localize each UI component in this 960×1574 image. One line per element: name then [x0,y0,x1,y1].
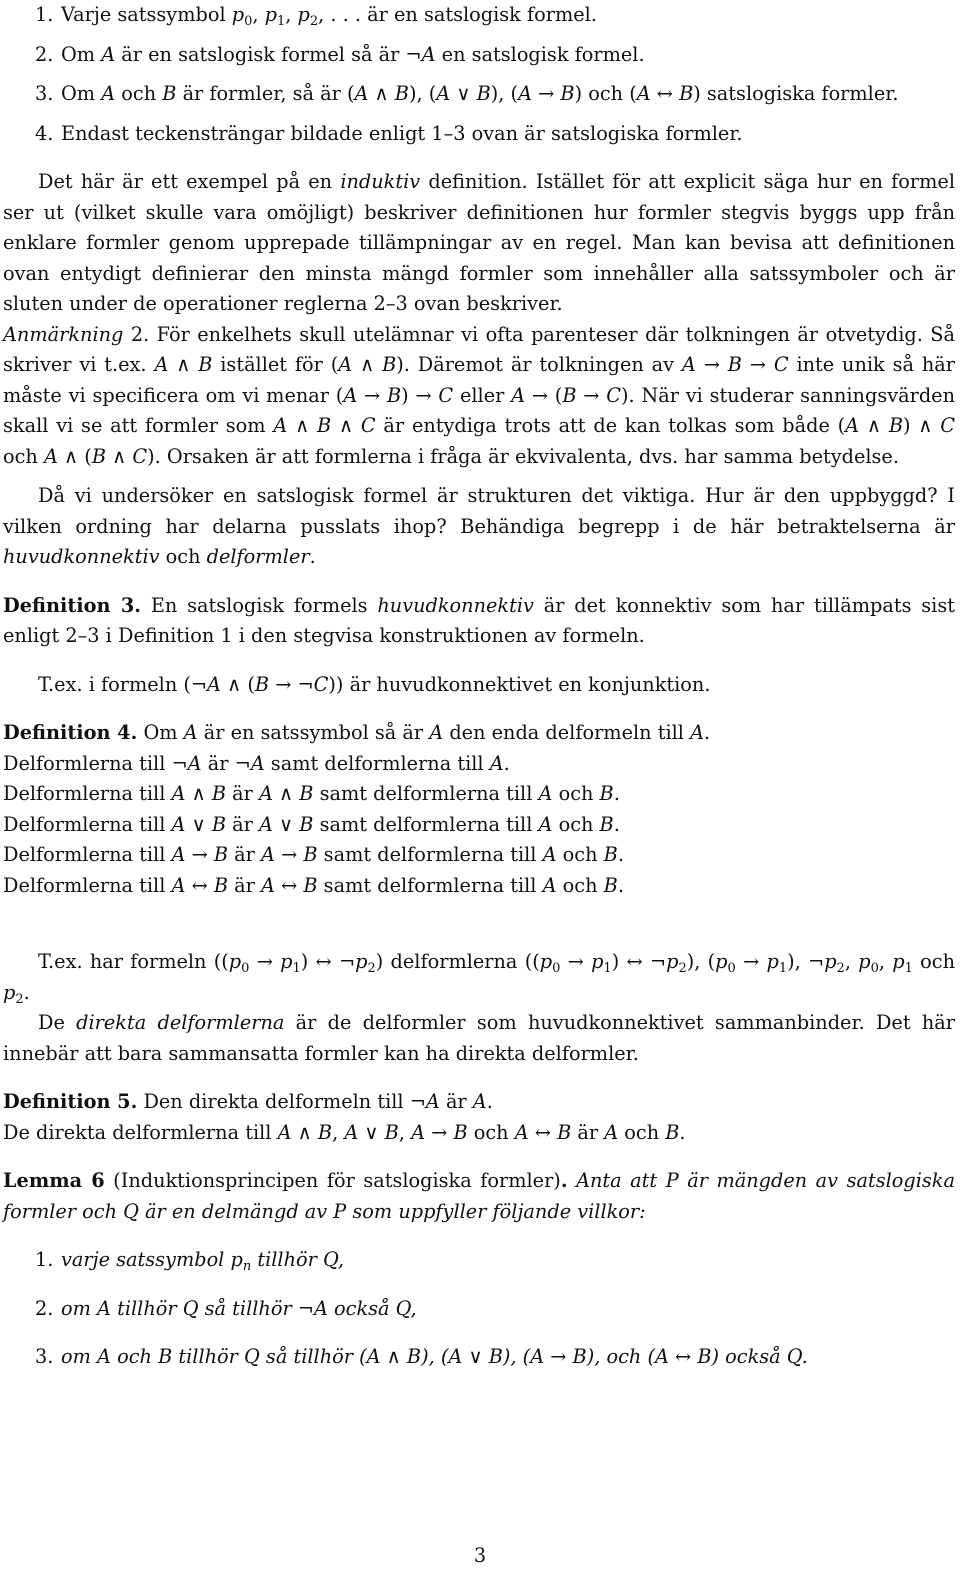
remark-2: Anmärkning 2. För enkelhets skull utelämnar vi ofta parenteser där tolkningen är otvetydig. Så skriver vi t.ex. A ∧ B istället för (A ∧ B). Däremot är tolkningen av A → B → C inte unik så här måste vi specificera om vi menar (A → B) → C eller A → (B → C). När vi studerar sanningsvärden skall vi se att formler som A ∧ B ∧ C är entydiga trots att de kan tolkas som både (A ∧ B) ∧ C och A ∧ (B ∧ C). Orsaken är att formlerna i fråga är ekvivalenta, dvs. har samma betydelse. [3,322,955,468]
list-text: Om A är en satslogisk formel så är ¬A en satslogisk formel. [61,42,645,66]
list-item [3,1342,955,1373]
list-item [3,79,955,110]
definition-line: Delformlerna till A ∨ B är A ∨ B samt delformlerna till A och B. [3,812,620,836]
page-number: 3 [473,1544,487,1567]
list-item [3,119,955,150]
list-text: Endast teckensträngar bildade enligt 1–3 ovan är satslogiska formler. [61,121,743,145]
list-text: om A tillhör Q så tillhör ¬A också Q, [61,1296,417,1320]
list-number: 2. [35,42,54,66]
list-text: varje satssymbol $p_n$ tillhör Q, [61,1248,344,1274]
definition-line: Definition 5. Den direkta delformeln till ¬A är A. [3,1090,493,1113]
list-number: 3. [35,82,54,105]
definition-list [3,0,955,149]
list-text: Varje satssymbol $p_0$, $p_1$, $p_2$, . . . är en satslogisk formel. [61,3,597,29]
list-number: 1. [35,3,54,26]
definition-line: Delformlerna till A ∧ B är A ∧ B samt delformlerna till A och B. [3,782,620,805]
list-number: 2. [35,1296,54,1320]
list-item [3,1245,955,1276]
definition-line: De direkta delformlerna till A ∧ B, A ∨ B, A → B och A ↔ B är A och B. [3,1120,686,1144]
definition-4 [3,718,955,901]
example-main-connective: T.ex. i formeln (¬A ∧ (B → ¬C)) är huvudkonnektivet en konjunktion. [38,672,711,696]
list-text: om A och B tillhör Q så tillhör (A ∧ B), (A ∨ B), (A → B), och (A ↔ B) också Q. [61,1345,808,1368]
lemma-conditions [3,1245,955,1373]
lemma-6: Lemma 6 (Induktionsprincipen för satslogiska formler). Anta att P är mängden av satslogiska formler och Q är en delmängd av P som uppfyller följande villkor: [3,1169,955,1223]
definition-3: Definition 3. En satslogisk formels huvudkonnektiv är det konnektiv som har tillämpats sist enligt 2–3 i Definition 1 i den stegvisa konstruktionen av formeln. [3,593,955,647]
definition-line: Delformlerna till ¬A är ¬A samt delformlerna till A. [3,751,510,775]
definition-5 [3,1087,955,1148]
paragraph-direct-subformulas: De direkta delformlerna är de delformler som huvudkonnektivet sammanbinder. Det här innebär att bara sammansatta formler kan ha direkta delformler. [3,1011,955,1065]
list-number: 1. [35,1248,54,1271]
definition-line: Delformlerna till A ↔ B är A ↔ B samt delformlerna till A och B. [3,873,624,897]
definition-line: Delformlerna till A → B är A → B samt delformlerna till A och B. [3,843,624,866]
list-number: 3. [35,1345,54,1368]
document-page [3,0,955,1373]
list-item [3,1294,955,1325]
list-text: Om A och B är formler, så är (A ∧ B), (A ∨ B), (A → B) och (A ↔ B) satslogiska formler. [61,82,899,105]
definition-line: Definition 4. Om A är en satssymbol så är A den enda delformeln till A. [3,721,711,744]
example-subformulas: T.ex. har formeln ($(p_0 \to p_1)$ ↔ $\neg p_2$) delformlerna ($(p_0 \to p_1)$ ↔ $\neg p_2$), $(p_0 \to p_1)$, $\neg p_2$, $p_0$, $p_1$ och $p_2$. [3,950,955,1007]
paragraph-inductive-definition: Det här är ett exempel på en induktiv definition. Istället för att explicit säga hur en formel ser ut (vilket skulle vara omöjligt) beskriver definitionen hur formler stegvis byggs upp från enklare formler genom upprepade tillämpningar av en regel. Man kan bevisa att definitionen ovan entydigt definierar den minsta mängd formler som innehåller alla satssymboler och är sluten under de operationer reglerna 2–3 ovan beskriver. [3,170,955,315]
list-number: 4. [35,121,54,145]
list-item [3,0,955,31]
paragraph-structure: Då vi undersöker en satslogisk formel är strukturen det viktiga. Hur är den uppbyggd? I vilken ordning har delarna pusslats ihop? Behändiga begrepp i de här betraktelserna är huvudkonnektiv och delformler. [3,484,955,568]
list-item [3,40,955,71]
